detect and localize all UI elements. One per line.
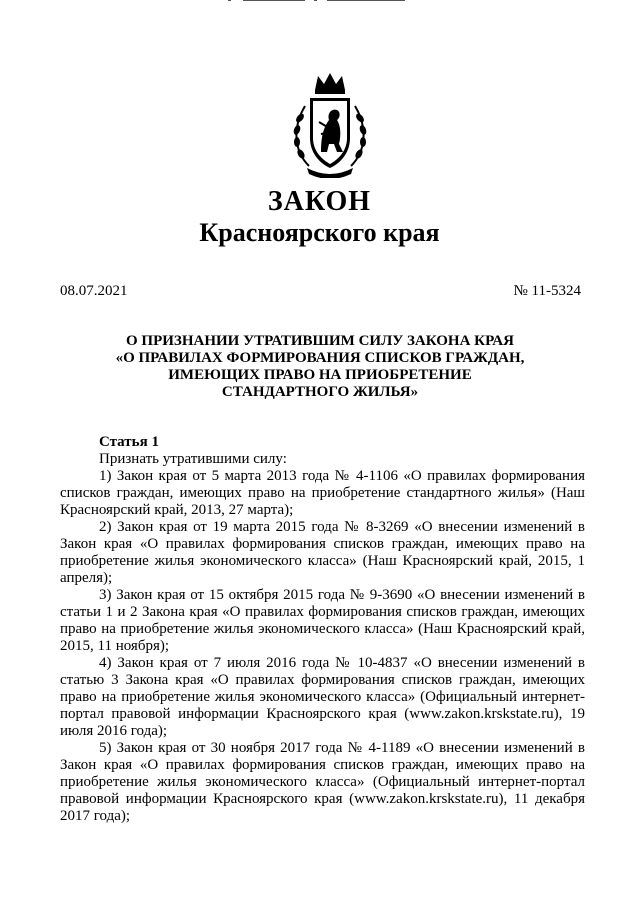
document-date: 08.07.2021	[60, 283, 128, 299]
document-body	[60, 434, 585, 825]
list-item: 1) Закон края от 5 марта 2013 года № 4-1106 «О правилах формирования списков граждан, имеющих право на приобретение стандартного жилья» (Наш Красноярский край, 2013, 27 марта);	[60, 468, 585, 518]
scan-artifact-line	[327, 0, 405, 1]
heading-line: ИМЕЮЩИХ ПРАВО НА ПРИОБРЕТЕНИЕ	[168, 367, 472, 383]
law-heading	[60, 333, 580, 401]
article-intro: Признать утратившими силу:	[99, 451, 287, 467]
document-number: № 11-5324	[513, 283, 581, 299]
scan-artifact-line	[243, 0, 305, 1]
article-title: Статья 1	[99, 434, 159, 450]
list-item: 3) Закон края от 15 октября 2015 года № 9-3690 «О внесении изменений в статьи 1 и 2 Закона края «О правилах формирования списков граждан, имеющих право на приобретение жилья экономического класса» (Наш Красноярский край, 2015, 11 ноября);	[60, 587, 585, 654]
document-subtitle: Красноярского края	[199, 218, 440, 247]
scan-artifact-line	[314, 0, 317, 1]
heading-line: СТАНДАРТНОГО ЖИЛЬЯ»	[221, 384, 419, 400]
scan-artifact-line	[228, 0, 231, 1]
document-title: ЗАКОН	[267, 186, 372, 217]
list-item: 5) Закон края от 30 ноября 2017 года № 4-1189 «О внесении изменений в Закон края «О правилах формирования списков граждан, имеющих право на приобретение жилья экономического класса» (Официальный интернет-портал правовой информации Красноярского края (www.zakon.krskstate.ru), 11 декабря 2017 года);	[60, 740, 585, 824]
coat-of-arms-icon	[285, 68, 375, 178]
list-item: 2) Закон края от 19 марта 2015 года № 8-3269 «О внесении изменений в Закон края «О правилах формирования списков граждан, имеющих право на приобретение жилья экономического класса» (Наш Красноярский край, 2015, 1 апреля);	[60, 519, 585, 586]
heading-line: О ПРИЗНАНИИ УТРАТИВШИМ СИЛУ ЗАКОНА КРАЯ	[126, 333, 514, 349]
heading-line: «О ПРАВИЛАХ ФОРМИРОВАНИЯ СПИСКОВ ГРАЖДАН,	[115, 350, 525, 366]
list-item: 4) Закон края от 7 июля 2016 года № 10-4837 «О внесении изменений в статью 3 Закона края «О правилах формирования списков граждан, имеющих право на приобретение жилья экономического класса» (Официальный интернет-портал правовой информации Красноярского края (www.zakon.krskstate.ru), 19 июля 2016 года);	[60, 655, 585, 739]
